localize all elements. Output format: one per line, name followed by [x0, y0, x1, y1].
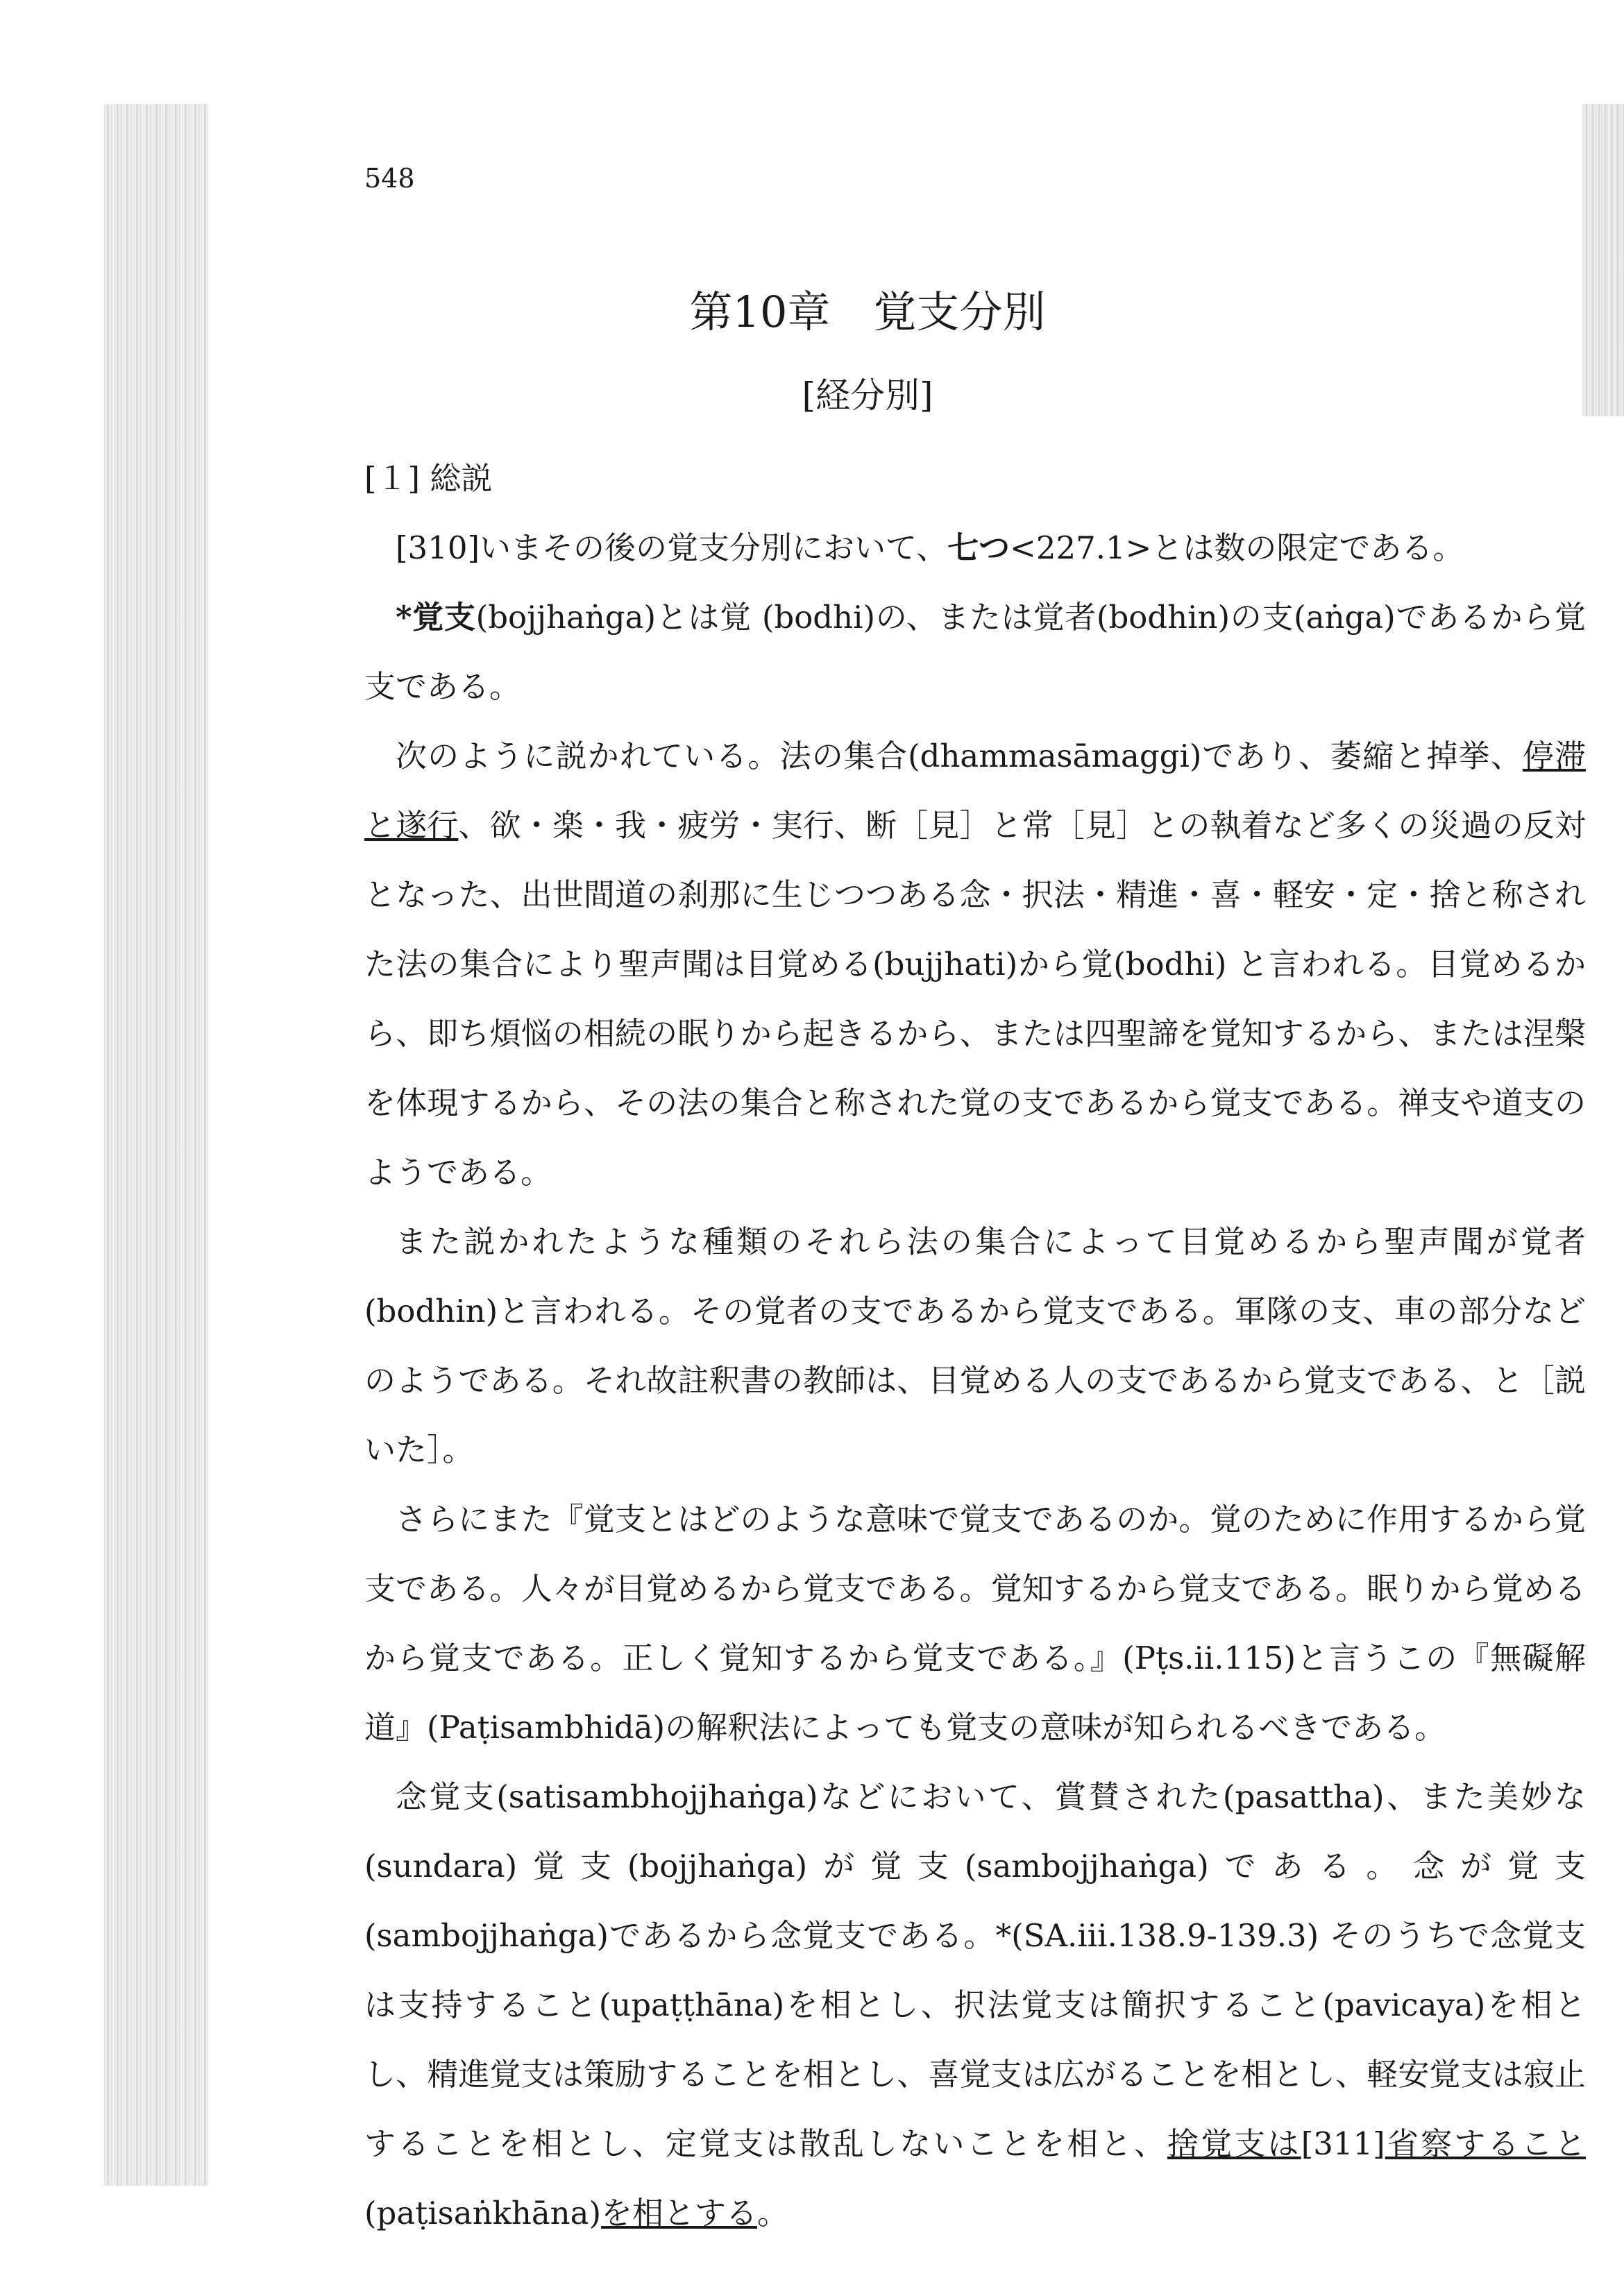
paragraph-3: [364, 722, 1586, 1207]
paragraph-5: さらにまた『覚支とはどのような意味で覚支であるのか。覚のために作用するから覚支である。人々が目覚めるから覚支である。覚知するから覚支である。眠りから覚めるから覚支である。正しく覚知するから覚支である。』(Pṭs.ii.115)と言うこの『無礙解道』(Paṭisambhidā)の解釈法によっても覚支の意味が知られるべきである。: [364, 1501, 1586, 1746]
page-number: 548: [364, 163, 415, 194]
paragraph-1-lead: [310]いまその後の覚支分別において、: [396, 529, 948, 566]
paragraph-6-text2: (paṭisaṅkhāna): [364, 2195, 602, 2231]
paragraph-1-bold: 七つ: [947, 529, 1010, 566]
paragraph-2-rest: (bojjhaṅga)とは覚 (bodhi)の、または覚者(bodhin)の支(aṅga)であるから覚支である。: [364, 599, 1586, 705]
paragraph-1: [364, 513, 1586, 583]
paragraph-2: [364, 583, 1586, 722]
paragraph-6-underlined1: 捨覚支は: [1167, 2125, 1301, 2162]
paragraph-6-text3: 。: [757, 2195, 789, 2231]
document-body: [364, 444, 1586, 2248]
chapter-title: 第10章 覚支分別: [689, 287, 1046, 337]
paragraph-6-underlined2: 省察すること: [1385, 2125, 1586, 2162]
paragraph-3-text1: 次のように説かれている。法の集合(dhammasāmaggi)であり、萎縮と掉挙、: [396, 738, 1523, 774]
paragraph-2-bold: *覚支: [396, 599, 476, 636]
paragraph-3-text2: 、欲・楽・我・疲労・実行、断［見］と常［見］との執着など多くの災過の反対となった、出世間道の刹那に生じつつある念・択法・精進・喜・軽安・定・捨と称された法の集合により聖声聞は目覚める(bujjhati)から覚(bodhi) と言われる。目覚めるから、即ち煩悩の相続の眠りから起きるから、または四聖諦を覚知するから、または涅槃を体現するから、その法の集合と称された覚の支であるから覚支である。禅支や道支のようである。: [364, 807, 1586, 1191]
paragraph-6-underlined3: を相とする: [601, 2195, 758, 2231]
paragraph-6-mark: [311]: [1301, 2125, 1385, 2162]
section-heading: [１] 総説: [364, 460, 493, 497]
paragraph-1-rest: <227.1>とは数の限定である。: [1010, 529, 1464, 566]
paragraph-4: また説かれたような種類のそれら法の集合によって目覚めるから聖声聞が覚者(bodhin)と言われる。その覚者の支であるから覚支である。軍隊の支、車の部分などのようである。それ故註釈書の教師は、目覚める人の支であるから覚支である、と［説いた］。: [364, 1223, 1586, 1468]
paragraph-6-text1: 念覚支(satisambhojjhaṅga)などにおいて、賞賛された(pasattha)、また美妙な(sundara)覚支(bojjhaṅga)が覚支(sambojjhaṅga)である。念が覚支(sambojjhaṅga)であるから念覚支である。*(SA.iii.138.9-139.3) そのうちで念覚支は支持すること(upaṭṭhāna)を相とし、択法覚支は簡択すること(pavicaya)を相とし、精進覚支は策励することを相とし、喜覚支は広がることを相とし、軽安覚支は寂止することを相とし、定覚支は散乱しないことを相と、: [364, 1778, 1586, 2162]
section-title: [経分別]: [802, 375, 933, 416]
paragraph-3-underlined: 停滞と遂行: [364, 738, 1586, 844]
paragraph-6: [364, 1762, 1586, 2248]
